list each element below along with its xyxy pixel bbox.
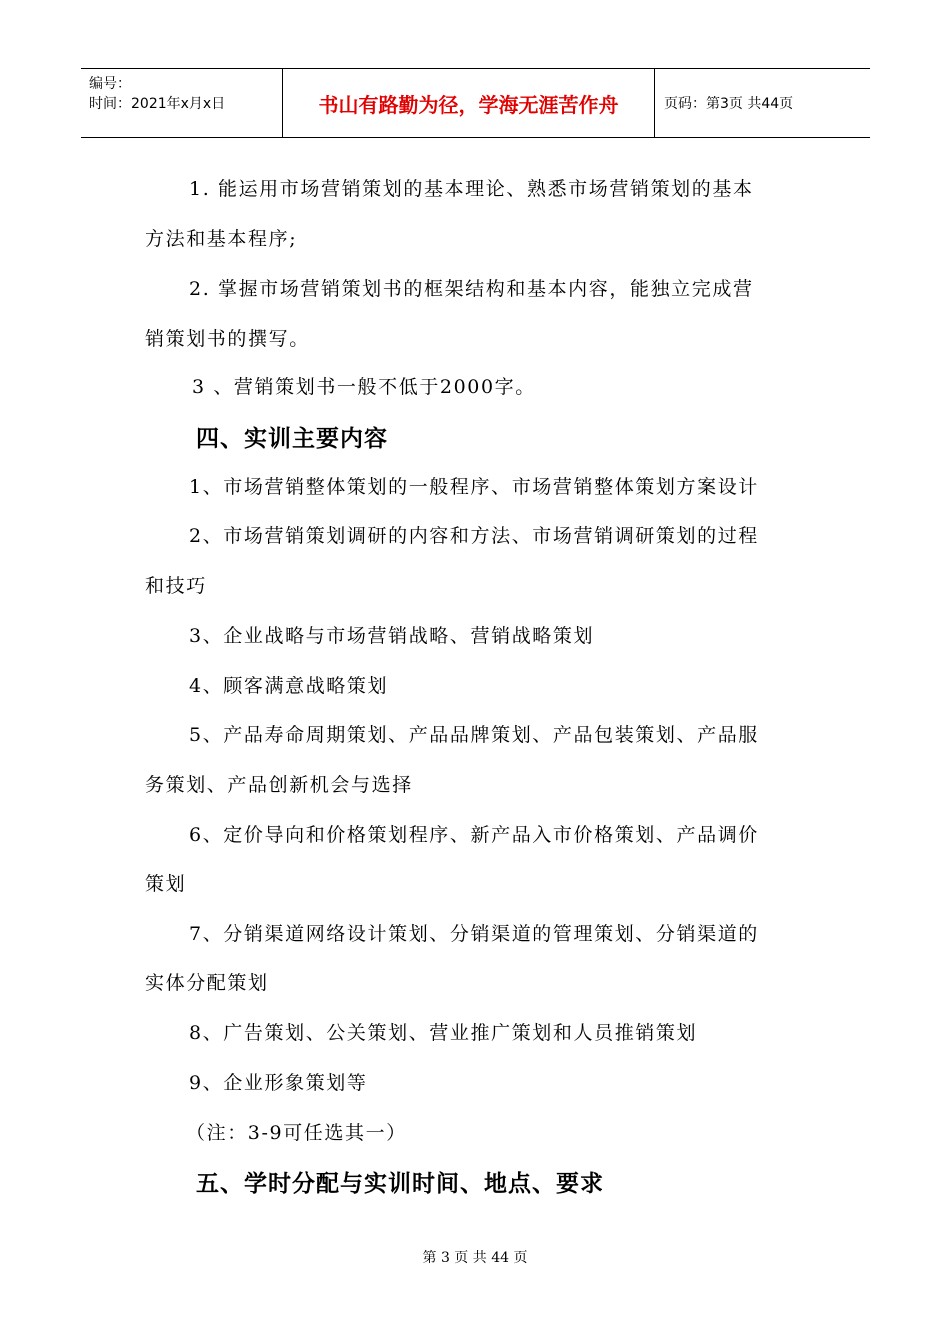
paragraph-line: 方法和基本程序;: [145, 228, 298, 250]
list-item: 9、企业形象策划等: [189, 1072, 368, 1094]
section-heading-5: 五、学时分配与实训时间、地点、要求: [196, 1171, 604, 1197]
list-item: 7、分销渠道网络设计策划、分销渠道的管理策划、分销渠道的: [189, 923, 759, 945]
note-line: （注：3-9可任选其一）: [186, 1122, 407, 1144]
list-item: 6、定价导向和价格策划程序、新产品入市价格策划、产品调价: [189, 824, 759, 846]
header-motto: 书山有路勤为径，学海无涯苦作舟: [282, 69, 655, 137]
number-label: 编号：: [89, 76, 131, 92]
list-item: 8、广告策划、公关策划、营业推广策划和人员推销策划: [189, 1022, 698, 1044]
paragraph-line: 1. 能运用市场营销策划的基本理论、熟悉市场营销策划的基本: [189, 178, 754, 200]
document-header: [81, 68, 870, 138]
section-heading-4: 四、实训主要内容: [196, 426, 388, 452]
page-footer: 第 3 页 共 44 页: [422, 1250, 528, 1266]
list-item-continuation: 务策划、产品创新机会与选择: [145, 774, 413, 796]
list-item: 5、产品寿命周期策划、产品品牌策划、产品包装策划、产品服: [189, 724, 759, 746]
list-item-continuation: 实体分配策划: [145, 972, 269, 994]
list-item: 2、市场营销策划调研的内容和方法、市场营销调研策划的过程: [189, 525, 759, 547]
list-item-continuation: 和技巧: [145, 575, 207, 597]
paragraph-line: 2. 掌握市场营销策划书的框架结构和基本内容，能独立完成营: [189, 278, 754, 300]
list-item: 4、顾客满意战略策划: [189, 675, 389, 697]
list-item: 3、企业战略与市场营销战略、营销战略策划: [189, 625, 595, 647]
header-page-info: 页码：第3页 共44页: [664, 96, 794, 112]
paragraph-line: 销策划书的撰写。: [145, 328, 310, 350]
list-item-continuation: 策划: [145, 873, 187, 895]
header-info-cell: [81, 69, 281, 137]
list-item: 1、市场营销整体策划的一般程序、市场营销整体策划方案设计: [189, 476, 759, 498]
paragraph-line: 3 、营销策划书一般不低于2000字。: [192, 376, 536, 398]
time-label: 时间：2021年x月x日: [89, 96, 226, 112]
